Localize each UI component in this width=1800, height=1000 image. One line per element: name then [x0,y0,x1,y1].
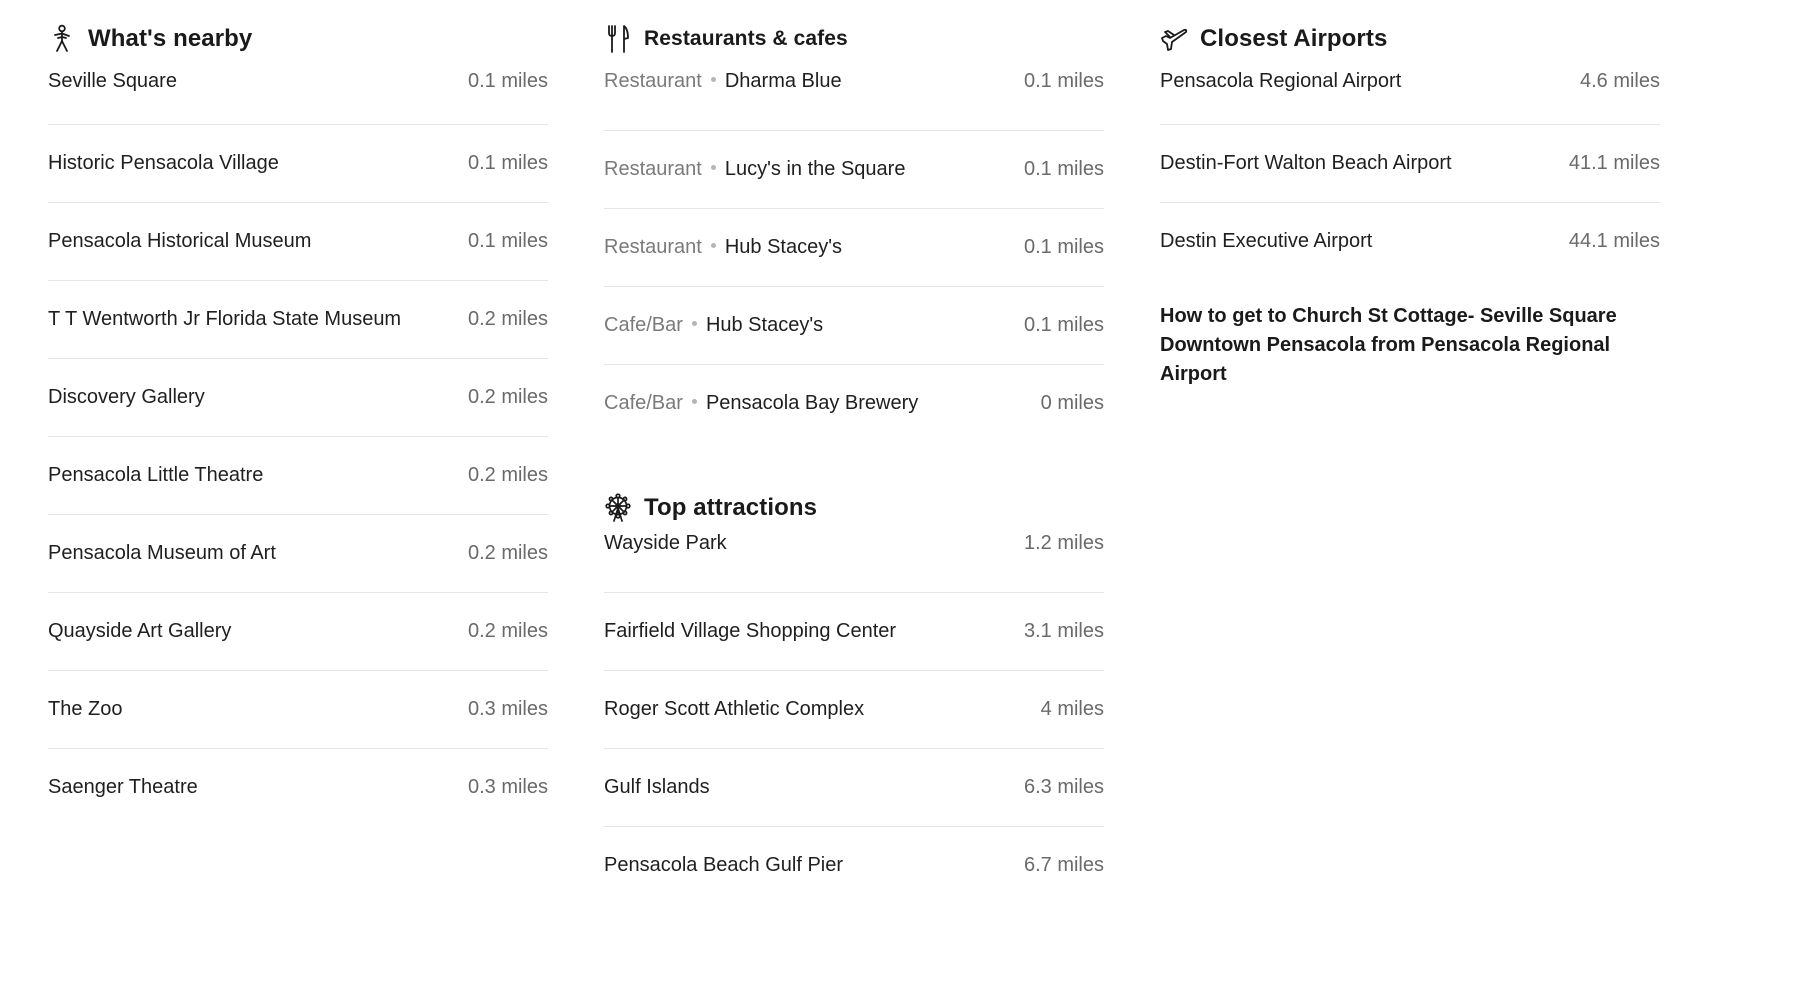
item-distance: 41.1 miles [1568,152,1660,174]
section-title: Restaurants & cafes [644,27,848,50]
item-distance: 3.1 miles [1023,620,1104,642]
item-label [604,392,918,415]
list-item[interactable] [1160,125,1660,203]
ferris-wheel-icon [604,493,632,523]
item-name: Lucy's in the Square [724,158,906,180]
item-distance: 0.2 miles [467,542,548,564]
item-label [604,158,905,181]
list-item[interactable] [604,131,1104,209]
item-category: Restaurant [604,236,702,258]
item-distance: 1.2 miles [1023,532,1104,554]
dot-separator [692,399,697,404]
item-name: Historic Pensacola Village [48,152,279,174]
item-name: Seville Square [48,70,177,92]
list-item[interactable] [48,70,548,125]
list-item[interactable] [604,209,1104,287]
list-item[interactable] [1160,70,1660,125]
item-distance: 0.1 miles [467,230,548,252]
item-name: Quayside Art Gallery [48,620,232,642]
item-name: Dharma Blue [724,70,842,92]
list-item[interactable] [604,530,1104,593]
item-name: Gulf Islands [604,776,710,798]
list-item[interactable] [48,593,548,671]
item-distance: 0.2 miles [467,464,548,486]
list-item[interactable] [604,827,1104,904]
section-title: Closest Airports [1200,25,1388,52]
item-label [604,236,842,259]
item-distance: 0.1 miles [1023,158,1104,180]
item-distance: 6.7 miles [1023,854,1104,876]
item-name: Pensacola Historical Museum [48,230,312,252]
list-item[interactable] [604,671,1104,749]
item-distance: 6.3 miles [1023,776,1104,798]
walking-person-icon [48,24,76,54]
item-name: Pensacola Beach Gulf Pier [604,854,844,876]
list-item[interactable] [48,281,548,359]
item-name: T T Wentworth Jr Florida State Museum [48,308,402,330]
item-distance: 0.3 miles [467,698,548,720]
list-item[interactable] [1160,203,1660,280]
list-item[interactable] [48,125,548,203]
item-distance: 0.2 miles [467,620,548,642]
item-distance: 0.2 miles [467,386,548,408]
airports-list [1160,70,1660,280]
list-item[interactable] [48,359,548,437]
item-distance: 0 miles [1040,392,1104,414]
closest-airports-section [1160,0,1660,389]
item-distance: 44.1 miles [1568,230,1660,252]
item-name: Pensacola Regional Airport [1160,70,1402,92]
item-name: Pensacola Museum of Art [48,542,276,564]
item-distance: 0.1 miles [1023,70,1104,92]
list-item[interactable] [48,671,548,749]
item-distance: 0.1 miles [467,152,548,174]
item-name: Pensacola Bay Brewery [705,392,919,414]
item-label [604,70,842,93]
item-distance: 0.1 miles [467,70,548,92]
item-category: Restaurant [604,70,702,92]
list-item[interactable] [48,749,548,826]
item-name: Destin Executive Airport [1160,230,1373,252]
item-category: Restaurant [604,158,702,180]
dot-separator [692,321,697,326]
item-name: Fairfield Village Shopping Center [604,620,897,642]
list-item[interactable] [604,749,1104,827]
restaurants-header [604,0,1104,78]
dot-separator [711,77,716,82]
dot-separator [711,165,716,170]
section-title: Top attractions [644,494,818,521]
list-item[interactable] [604,593,1104,671]
item-distance: 0.2 miles [467,308,548,330]
item-name: Wayside Park [604,532,727,554]
item-distance: 4.6 miles [1579,70,1660,92]
list-item[interactable] [604,365,1104,442]
nearby-list [48,70,548,826]
item-name: Hub Stacey's [705,314,824,336]
item-distance: 4 miles [1040,698,1104,720]
item-distance: 0.1 miles [1023,314,1104,336]
airplane-icon [1160,24,1188,54]
item-name: Destin-Fort Walton Beach Airport [1160,152,1452,174]
list-item[interactable] [604,287,1104,365]
item-name: Saenger Theatre [48,776,198,798]
item-category: Cafe/Bar [604,314,683,336]
whats-nearby-header [48,0,548,78]
item-distance: 0.3 miles [467,776,548,798]
list-item[interactable] [48,515,548,593]
item-name: Roger Scott Athletic Complex [604,698,865,720]
list-item[interactable] [48,437,548,515]
item-label [604,314,823,337]
section-title: What's nearby [88,25,253,52]
item-name: The Zoo [48,698,123,720]
fork-knife-icon [604,24,632,54]
list-item[interactable] [604,68,1104,131]
list-item[interactable] [48,203,548,281]
directions-heading: How to get to Church St Cottage- Seville Square Downtown Pensacola from Pensacola Regional Airport [1160,305,1617,385]
item-distance: 0.1 miles [1023,236,1104,258]
item-name: Discovery Gallery [48,386,205,408]
item-name: Hub Stacey's [724,236,843,258]
whats-nearby-section [48,0,548,826]
restaurants-section [604,0,1104,904]
closest-airports-header [1160,0,1660,78]
attractions-list [604,530,1104,904]
dot-separator [711,243,716,248]
item-category: Cafe/Bar [604,392,683,414]
restaurants-list [604,68,1104,442]
item-name: Pensacola Little Theatre [48,464,264,486]
